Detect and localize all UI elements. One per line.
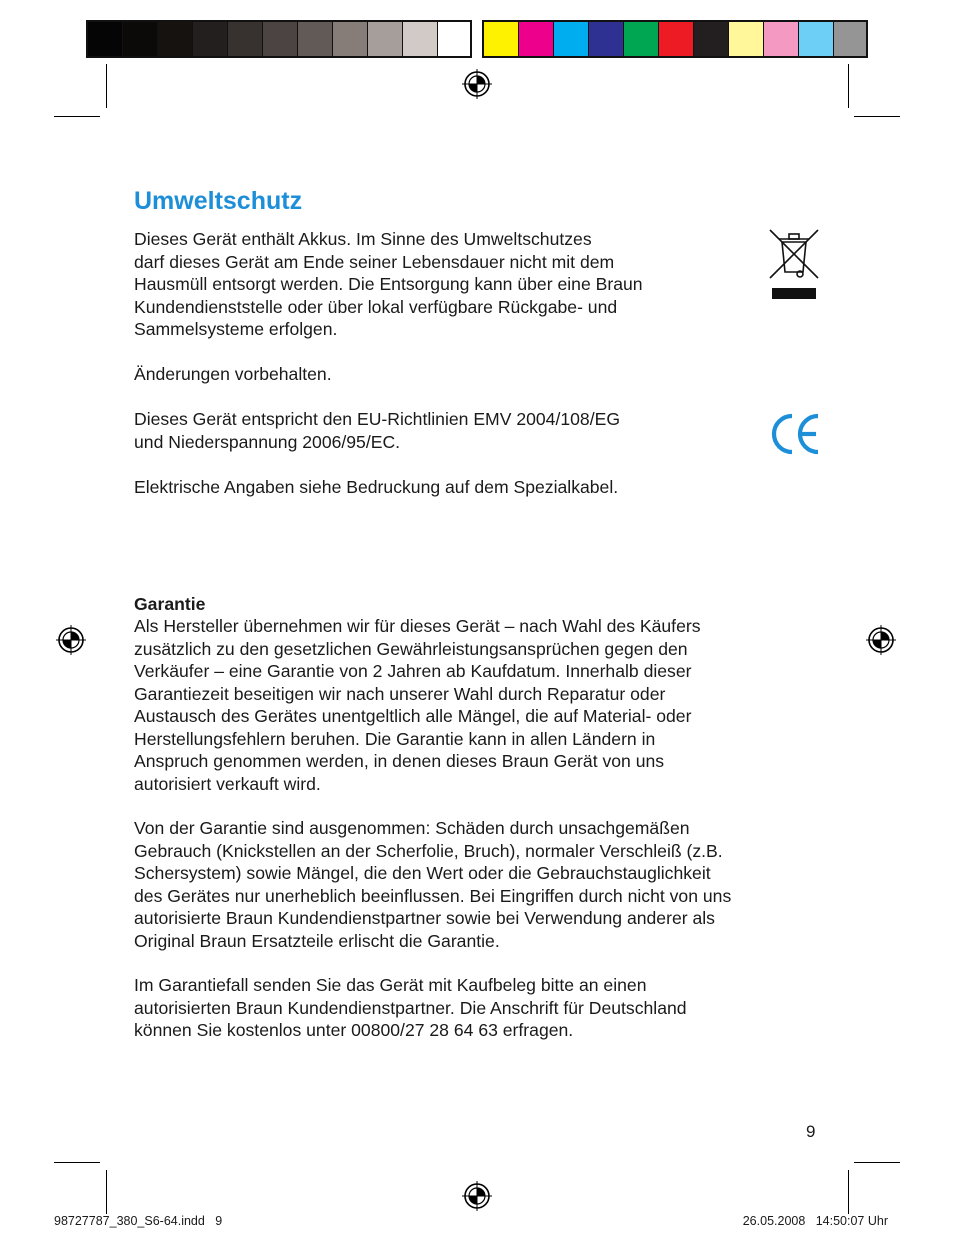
color-swatch	[589, 22, 624, 56]
crop-mark-top-left-v	[106, 64, 107, 108]
electrical-info-paragraph: Elektrische Angaben siehe Bedruckung auf dem Spezialkabel.	[134, 477, 619, 497]
changes-reserved-paragraph: Änderungen vorbehalten.	[134, 364, 332, 384]
gray-swatch	[193, 22, 228, 56]
registration-mark-icon	[462, 69, 492, 99]
color-swatch	[554, 22, 589, 56]
color-swatch	[484, 22, 519, 56]
color-swatch	[624, 22, 659, 56]
gray-swatch	[333, 22, 368, 56]
color-swatch	[799, 22, 834, 56]
registration-mark-icon	[56, 625, 86, 655]
date-slug: 26.05.2008 14:50:07 Uhr	[742, 1214, 888, 1228]
gray-swatch	[158, 22, 193, 56]
crop-mark-bottom-right-h	[854, 1162, 900, 1163]
color-swatch	[729, 22, 764, 56]
gray-swatch-bar	[86, 20, 472, 58]
gray-swatch	[368, 22, 403, 56]
ce-mark-icon	[768, 412, 822, 456]
gray-swatch	[228, 22, 263, 56]
gray-swatch	[403, 22, 438, 56]
page-number: 9	[806, 1122, 816, 1141]
gray-swatch	[123, 22, 158, 56]
gray-swatch	[263, 22, 298, 56]
garantie-claim-paragraph: Im Garantiefall senden Sie das Gerät mit Kaufbeleg bitte an einen autorisierten Braun Kundendienstpartner. Die Anschrift für Deutschland können Sie kostenlos unter 00800/27 28 64 63 erfragen.	[134, 975, 687, 1040]
garantie-paragraph: Als Hersteller übernehmen wir für dieses Gerät – nach Wahl des Käufers zusätzlich zu den gesetzlichen Gewährleistungsansprüchen gegen den Verkäufer – eine Garantie von 2 Jahren ab Kaufdatum. Innerhalb dieser Garantiezeit beseitigen wir nach unserer Wahl durch Reparatur oder Austausch des Gerätes unentgeltlich alle Mängel, die auf Material- oder Herstellungsfehlern beruhen. Die Garantie kann in allen Ländern in Anspruch genommen werden, in denen dieses Braun Gerät von uns autorisiert verkauft wird.	[134, 616, 701, 794]
registration-mark-icon	[866, 625, 896, 655]
garantie-exclusions-paragraph: Von der Garantie sind ausgenommen: Schäden durch unsachgemäßen Gebrauch (Knickstellen an der Scherfolie, Bruch), normaler Verschleiß (z.B. Schersystem) sowie Mängel, die den Wert oder die Gebrauchstauglichkeit des Gerätes nur unerheblich beeinflussen. Bei Eingriffen durch nicht von uns autorisierte Braun Kundendienstpartner sowie bei Verwendung anderer als Original Braun Ersatzteile erlischt die Garantie.	[134, 818, 732, 951]
registration-mark-icon	[462, 1181, 492, 1211]
garantie-heading: Garantie	[134, 594, 206, 614]
color-swatch	[659, 22, 694, 56]
gray-swatch	[298, 22, 333, 56]
color-swatch	[519, 22, 554, 56]
color-swatch	[764, 22, 799, 56]
crossed-out-wheelie-bin-icon	[768, 228, 820, 302]
eu-directive-paragraph: Dieses Gerät entspricht den EU-Richtlinien EMV 2004/108/EG und Niederspannung 2006/95/EC.	[134, 409, 621, 452]
environment-paragraph: Dieses Gerät enthält Akkus. Im Sinne des Umweltschutzes darf dieses Gerät am Ende seiner Lebensdauer nicht mit dem Hausmüll entsorgt werden. Die Entsorgung kann über eine Braun Kundendienststelle oder über lokal verfügbare Rückgabe- und Sammelsysteme erfolgen.	[134, 229, 643, 339]
gray-swatch	[88, 22, 123, 56]
crop-mark-bottom-left-v	[106, 1170, 107, 1214]
file-slug: 98727787_380_S6-64.indd 9	[54, 1214, 223, 1228]
gray-swatch	[438, 22, 470, 56]
crop-mark-top-left-h	[54, 116, 100, 117]
crop-mark-bottom-right-v	[848, 1170, 849, 1214]
color-swatch	[834, 22, 866, 56]
crop-mark-bottom-left-h	[54, 1162, 100, 1163]
section-title: Umweltschutz	[134, 187, 303, 215]
color-swatch-bar	[482, 20, 868, 58]
crop-mark-top-right-v	[848, 64, 849, 108]
crop-mark-top-right-h	[854, 116, 900, 117]
color-swatch	[694, 22, 729, 56]
